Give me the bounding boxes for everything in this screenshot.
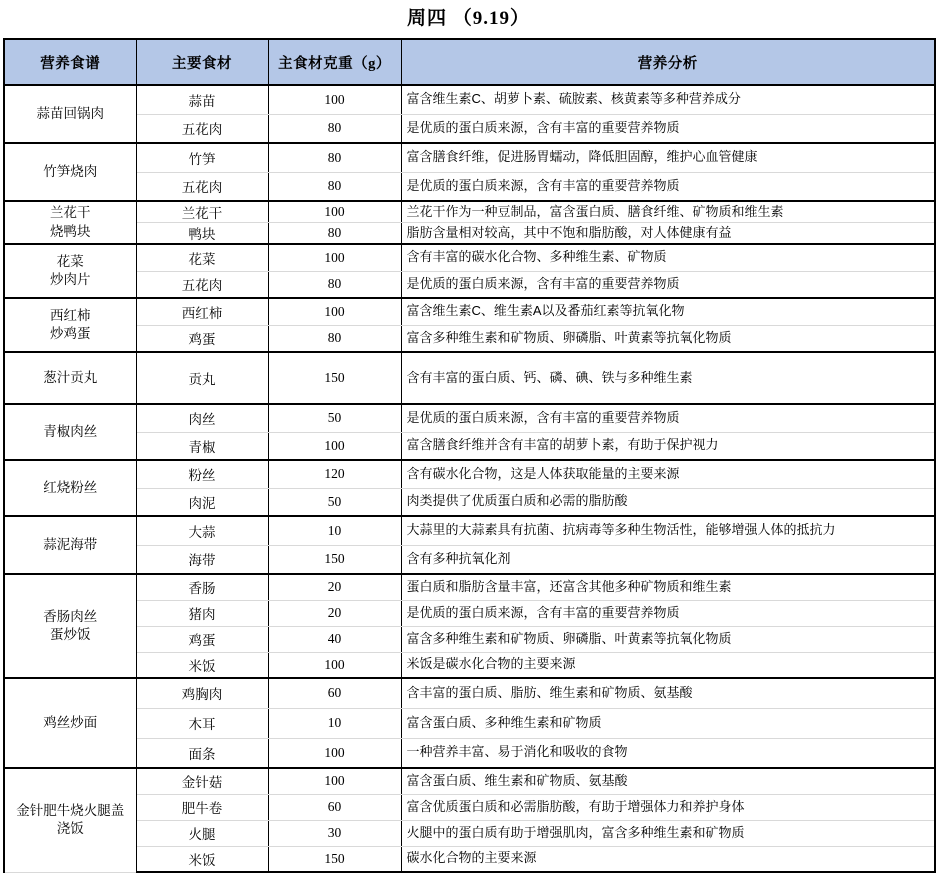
table-row [4,85,935,114]
ingredient-cell: 青椒 [136,432,268,460]
weight-cell: 20 [268,574,401,600]
column-header-weight: 主食材克重（g） [268,39,401,85]
weight-cell: 100 [268,738,401,768]
ingredient-cell: 五花肉 [136,271,268,298]
table-body [4,85,935,872]
analysis-cell: 蛋白质和脂肪含量丰富，还富含其他多种矿物质和维生素 [401,574,935,600]
weight-cell: 100 [268,244,401,271]
table-row [4,201,935,223]
weight-cell: 80 [268,223,401,245]
analysis-cell: 是优质的蛋白质来源，含有丰富的重要营养物质 [401,404,935,432]
ingredient-cell: 面条 [136,738,268,768]
weight-cell: 100 [268,768,401,794]
column-header-analysis: 营养分析 [401,39,935,85]
analysis-cell: 碳水化合物的主要来源 [401,846,935,872]
ingredient-cell: 火腿 [136,820,268,846]
weight-cell: 30 [268,820,401,846]
weight-cell: 60 [268,794,401,820]
ingredient-cell: 兰花干 [136,201,268,223]
analysis-cell: 是优质的蛋白质来源，含有丰富的重要营养物质 [401,114,935,143]
dish-name-cell: 鸡丝炒面 [4,678,136,768]
weight-cell: 150 [268,846,401,872]
weight-cell: 100 [268,85,401,114]
ingredient-cell: 香肠 [136,574,268,600]
ingredient-cell: 木耳 [136,708,268,738]
table-row [4,244,935,271]
table-row [4,574,935,600]
weight-cell: 80 [268,114,401,143]
weight-cell: 80 [268,143,401,172]
weight-cell: 100 [268,432,401,460]
table-row [4,298,935,325]
table-row [4,678,935,708]
analysis-cell: 富含优质蛋白质和必需脂肪酸，有助于增强体力和养护身体 [401,794,935,820]
analysis-cell: 含有多种抗氧化剂 [401,545,935,574]
dish-name-cell: 西红柿 炒鸡蛋 [4,298,136,352]
analysis-cell: 富含蛋白质、多种维生素和矿物质 [401,708,935,738]
analysis-cell: 火腿中的蛋白质有助于增强肌肉，富含多种维生素和矿物质 [401,820,935,846]
ingredient-cell: 肉丝 [136,404,268,432]
analysis-cell: 是优质的蛋白质来源，含有丰富的重要营养物质 [401,271,935,298]
ingredient-cell: 大蒜 [136,516,268,545]
ingredient-cell: 粉丝 [136,460,268,488]
table-row [4,404,935,432]
table-row [4,488,935,516]
analysis-cell: 肉类提供了优质蛋白质和必需的脂肪酸 [401,488,935,516]
dish-name-cell: 金针肥牛烧火腿盖 浇饭 [4,768,136,872]
page-title: 周四 （9.19） [406,8,530,29]
weight-cell: 120 [268,460,401,488]
table-row [4,114,935,143]
table-row [4,432,935,460]
table-row [4,325,935,352]
analysis-cell: 富含蛋白质、维生素和矿物质、氨基酸 [401,768,935,794]
analysis-cell: 一种营养丰富、易于消化和吸收的食物 [401,738,935,768]
dish-name-cell: 葱汁贡丸 [4,352,136,404]
ingredient-cell: 肉泥 [136,488,268,516]
analysis-cell: 富含多种维生素和矿物质、卵磷脂、叶黄素等抗氧化物质 [401,325,935,352]
ingredient-cell: 鸭块 [136,223,268,245]
ingredient-cell: 五花肉 [136,172,268,201]
table-row [4,223,935,245]
table-row [4,460,935,488]
table-row [4,626,935,652]
table-row [4,652,935,678]
dish-name-cell: 蒜泥海带 [4,516,136,574]
table-row [4,794,935,820]
ingredient-cell: 米饭 [136,846,268,872]
dish-name-cell: 竹笋烧肉 [4,143,136,201]
ingredient-cell: 西红柿 [136,298,268,325]
dish-name-cell: 红烧粉丝 [4,460,136,516]
dish-name-cell: 花菜 炒肉片 [4,244,136,298]
analysis-cell: 脂肪含量相对较高，其中不饱和脂肪酸，对人体健康有益 [401,223,935,245]
weight-cell: 80 [268,325,401,352]
weight-cell: 50 [268,488,401,516]
column-header-ingredient: 主要食材 [136,39,268,85]
table-row [4,271,935,298]
table-row [4,172,935,201]
ingredient-cell: 花菜 [136,244,268,271]
menu-table-container [0,38,937,876]
dish-name-cell: 香肠肉丝 蛋炒饭 [4,574,136,678]
weight-cell: 150 [268,352,401,404]
dish-name-cell: 蒜苗回锅肉 [4,85,136,143]
analysis-cell: 含有丰富的碳水化合物、多种维生素、矿物质 [401,244,935,271]
nutrition-menu-table [3,38,936,873]
dish-name-cell: 兰花干 烧鸭块 [4,201,136,244]
weight-cell: 20 [268,600,401,626]
ingredient-cell: 肥牛卷 [136,794,268,820]
table-row [4,545,935,574]
ingredient-cell: 金针菇 [136,768,268,794]
ingredient-cell: 米饭 [136,652,268,678]
dish-name-cell: 青椒肉丝 [4,404,136,460]
weight-cell: 10 [268,708,401,738]
analysis-cell: 含丰富的蛋白质、脂肪、维生素和矿物质、氨基酸 [401,678,935,708]
analysis-cell: 含有丰富的蛋白质、钙、磷、碘、铁与多种维生素 [401,352,935,404]
ingredient-cell: 鸡蛋 [136,325,268,352]
table-row [4,600,935,626]
table-header [4,39,935,85]
table-row [4,516,935,545]
ingredient-cell: 蒜苗 [136,85,268,114]
analysis-cell: 富含膳食纤维，促进肠胃蠕动，降低胆固醇，维护心血管健康 [401,143,935,172]
table-row [4,768,935,794]
table-row [4,708,935,738]
ingredient-cell: 贡丸 [136,352,268,404]
analysis-cell: 是优质的蛋白质来源，含有丰富的重要营养物质 [401,600,935,626]
ingredient-cell: 猪肉 [136,600,268,626]
table-row [4,143,935,172]
table-row [4,846,935,872]
ingredient-cell: 竹笋 [136,143,268,172]
weight-cell: 60 [268,678,401,708]
analysis-cell: 富含维生素C、胡萝卜素、硫胺素、核黄素等多种营养成分 [401,85,935,114]
analysis-cell: 米饭是碳水化合物的主要来源 [401,652,935,678]
ingredient-cell: 海带 [136,545,268,574]
weight-cell: 100 [268,298,401,325]
ingredient-cell: 五花肉 [136,114,268,143]
analysis-cell: 是优质的蛋白质来源，含有丰富的重要营养物质 [401,172,935,201]
column-header-dish: 营养食谱 [4,39,136,85]
weight-cell: 100 [268,201,401,223]
header-row [4,39,935,85]
analysis-cell: 富含多种维生素和矿物质、卵磷脂、叶黄素等抗氧化物质 [401,626,935,652]
ingredient-cell: 鸡蛋 [136,626,268,652]
analysis-cell: 兰花干作为一种豆制品，富含蛋白质、膳食纤维、矿物质和维生素 [401,201,935,223]
weight-cell: 80 [268,271,401,298]
analysis-cell: 富含维生素C、维生素A以及番茄红素等抗氧化物 [401,298,935,325]
table-row [4,738,935,768]
weight-cell: 100 [268,652,401,678]
analysis-cell: 大蒜里的大蒜素具有抗菌、抗病毒等多种生物活性，能够增强人体的抵抗力 [401,516,935,545]
weight-cell: 80 [268,172,401,201]
table-row [4,820,935,846]
weight-cell: 40 [268,626,401,652]
weight-cell: 150 [268,545,401,574]
analysis-cell: 含有碳水化合物，这是人体获取能量的主要来源 [401,460,935,488]
ingredient-cell: 鸡胸肉 [136,678,268,708]
weight-cell: 50 [268,404,401,432]
table-row [4,352,935,404]
weight-cell: 10 [268,516,401,545]
analysis-cell: 富含膳食纤维并含有丰富的胡萝卜素，有助于保护视力 [401,432,935,460]
